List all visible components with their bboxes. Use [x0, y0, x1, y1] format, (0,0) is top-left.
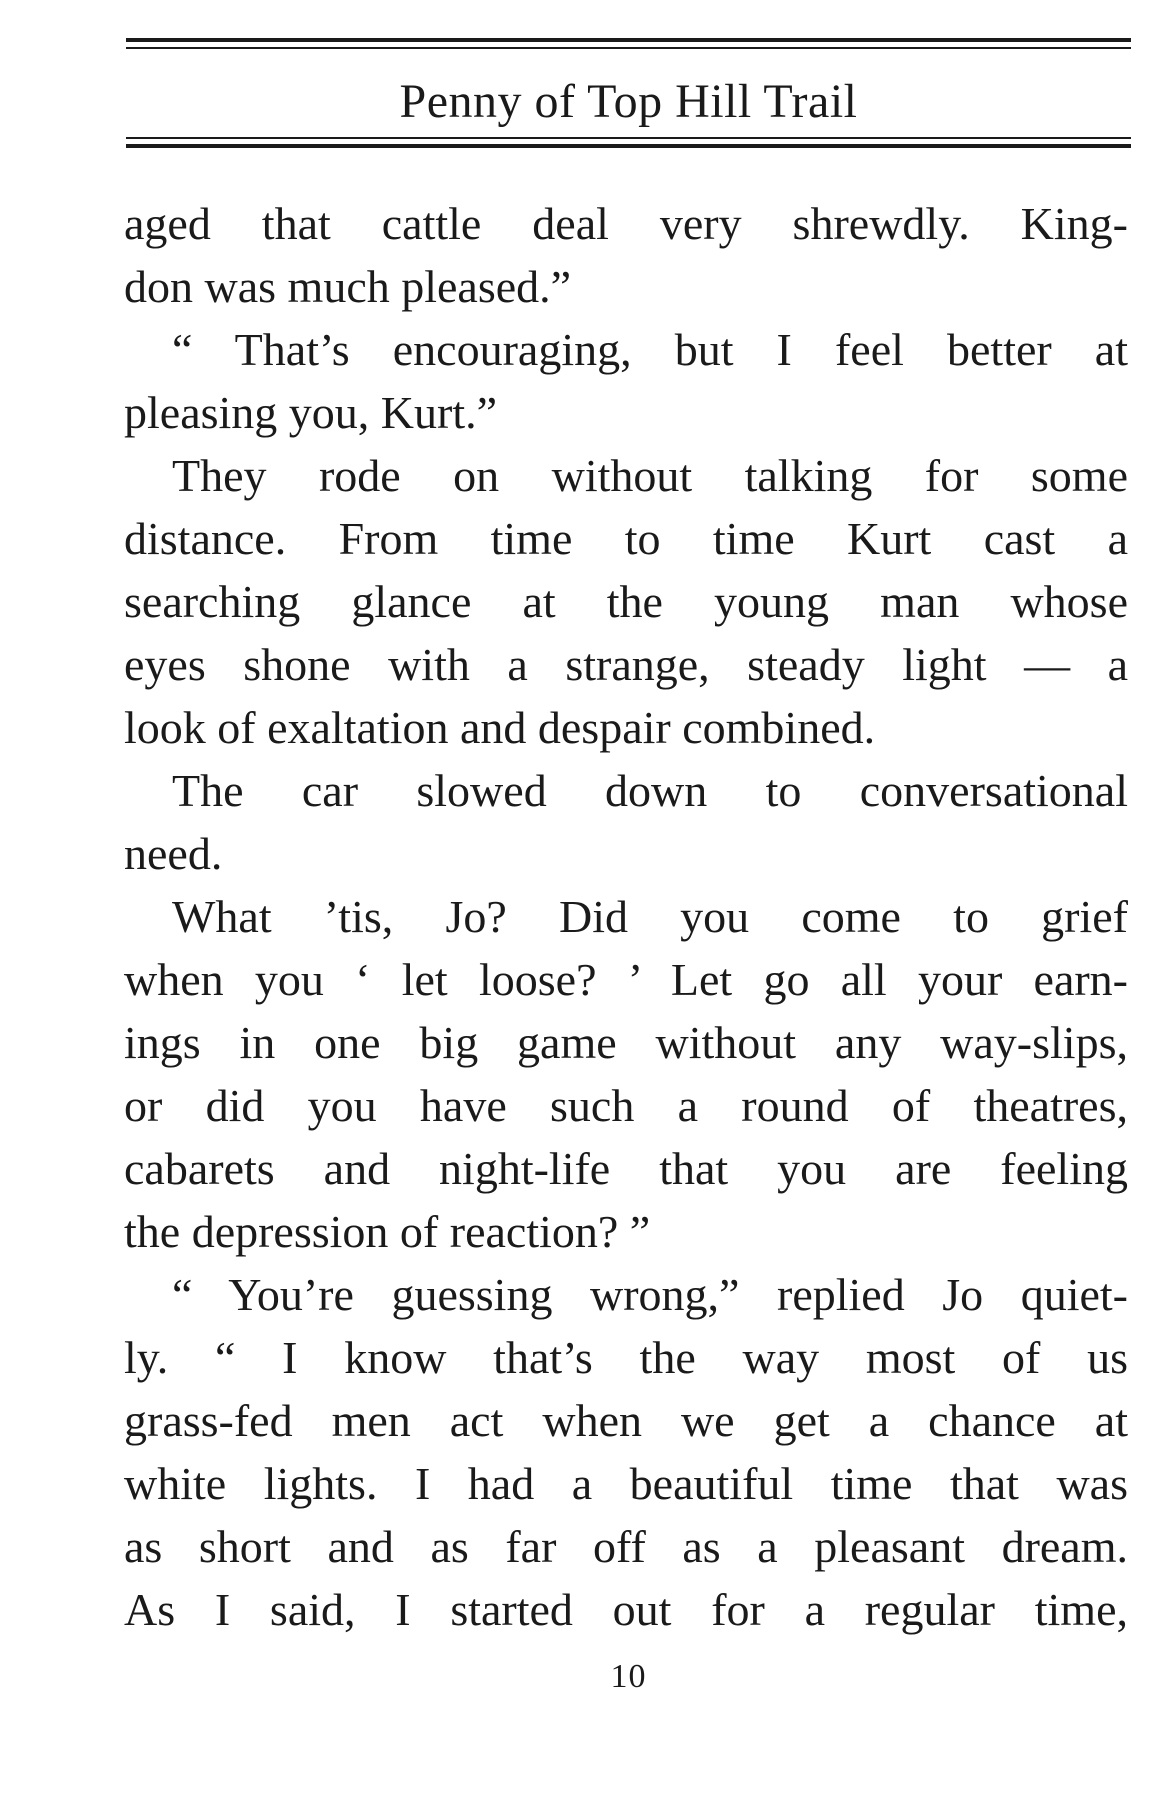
- running-head: Penny of Top Hill Trail: [399, 75, 858, 128]
- text-line: eyes shone with a strange, steady light — a: [124, 639, 1128, 690]
- text-line: “ That’s encouraging, but I feel better at: [172, 324, 1128, 375]
- text-line: the depression of reaction? ”: [124, 1206, 651, 1257]
- text-line: distance. From time to time Kurt cast a: [124, 513, 1128, 564]
- text-line: ly. “ I know that’s the way most of us: [124, 1332, 1128, 1383]
- text-line: As I said, I started out for a regular time,: [124, 1584, 1128, 1635]
- header-rule-bottom-thin: [126, 137, 1131, 139]
- text-line: when you ‘ let loose? ’ Let go all your earn-: [124, 954, 1128, 1005]
- header-rule-top-thick: [126, 38, 1131, 42]
- body-text: [124, 192, 1128, 1641]
- text-line: white lights. I had a beautiful time that was: [124, 1458, 1128, 1509]
- text-line: ings in one big game without any way-slips,: [124, 1017, 1128, 1068]
- text-line: What ’tis, Jo? Did you come to grief: [172, 891, 1128, 942]
- text-line: They rode on without talking for some: [172, 450, 1128, 501]
- text-line: as short and as far off as a pleasant dream.: [124, 1521, 1128, 1572]
- text-line: “ You’re guessing wrong,” replied Jo quiet-: [172, 1269, 1128, 1320]
- text-line: look of exaltation and despair combined.: [124, 702, 876, 753]
- page-number: 10: [610, 1658, 647, 1695]
- text-line: The car slowed down to conversational: [172, 765, 1128, 816]
- header-rule-bottom-thick: [126, 144, 1131, 148]
- text-line: need.: [124, 828, 223, 879]
- text-line: searching glance at the young man whose: [124, 576, 1128, 627]
- header-rule-top-thin: [126, 47, 1131, 49]
- text-line: cabarets and night-life that you are feeling: [124, 1143, 1128, 1194]
- text-line: or did you have such a round of theatres,: [124, 1080, 1128, 1131]
- text-line: grass-fed men act when we get a chance at: [124, 1395, 1128, 1446]
- text-line: pleasing you, Kurt.”: [124, 387, 498, 438]
- text-line: don was much pleased.”: [124, 261, 572, 312]
- text-line: aged that cattle deal very shrewdly. King-: [124, 198, 1128, 249]
